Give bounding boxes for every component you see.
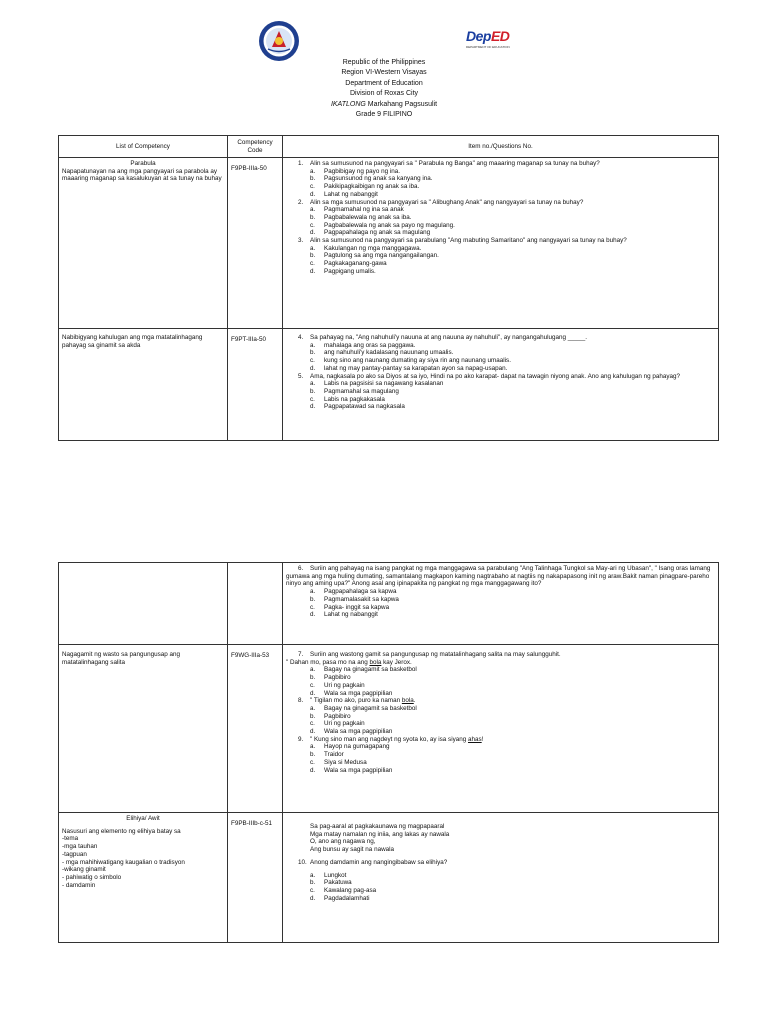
quarter-label: IKATLONG — [330, 100, 366, 108]
question-5: 5. Ama, nagkasala po ako sa Diyos at sa iyo, Hindi na po ako karapat- dapat na tawagin niyong anak. Ano ang kahulugan ng pahayag? — [298, 372, 681, 380]
table-row — [59, 329, 719, 441]
option: b. ang nahuhuli'y kadalasang nauunang umaalis. — [310, 349, 454, 357]
competency-code: F9PT-IIIa-50 — [228, 329, 283, 441]
option: d. Wala sa mga pagpipilian — [310, 728, 393, 736]
option: d. Lahat ng nabanggit — [310, 611, 378, 619]
option: a. Pagpapahalaga sa kapwa — [310, 588, 397, 596]
competency-table-part-2 — [58, 562, 719, 943]
question-4-options — [286, 342, 715, 373]
option: d. Pagdadalamhati — [310, 894, 370, 902]
option: c. Uri ng pagkain — [310, 681, 365, 689]
competency-title: Parabula — [130, 160, 156, 167]
option: c. Siya si Medusa — [310, 758, 367, 766]
questions-cell — [283, 563, 719, 645]
option: b. Pagbibiro — [310, 674, 351, 682]
option: b. Pakatuwa — [310, 879, 352, 887]
deped-logo-tagline: DEPARTMENT OF EDUCATION — [466, 45, 510, 49]
stanza-line: Mga matay namalan ng iniia, ang lakas ay nawala — [310, 830, 450, 838]
header-item-questions: Item no./Questions No. — [283, 136, 719, 158]
competency-cell — [59, 158, 228, 329]
competency-description: Nasusuri ang elemento ng elihiya batay sa — [62, 827, 181, 835]
question-6-options — [286, 588, 715, 619]
question-10: 10. Anong damdamin ang nangingibabaw sa elihiya? — [298, 858, 448, 866]
option: a. Hayop na gumagapang — [310, 743, 390, 751]
option: b. Pagtulong sa ang mga nangangailangan. — [310, 252, 439, 260]
exam-title-line — [0, 100, 768, 110]
question-3-options — [286, 245, 715, 276]
deped-seal-icon — [258, 20, 300, 62]
option: d. Wala sa mga pagpipilian — [310, 689, 393, 697]
question-2: 2. Alin sa mga sumusunod na pangyayari sa " Alibughang Anak" ang nangyayari sa tunay na buhay? — [298, 198, 584, 206]
question-6: 6. Suriin ang pahayag na isang pangkat ng mga manggagawa sa parabulang "Ang Talinhaga Tungkol sa May-ari ng Ubasan", " Isang oras lamang gumawa ang mga huling dumating, samantalang magkapon kaming nagtrabaho at nagtiis ng nakapapasong init ng araw.Bakit naman pinagpare-pareho ninyo ang aming upa?" Anong asal ang ipinapakita ng pangkat ng mga manggagawang ito? — [286, 565, 711, 588]
option: a. Bagay na ginagamit sa basketbol — [310, 704, 417, 712]
deped-logo-ed: ED — [490, 28, 510, 44]
list-item: - mga mahihiwatigang kaugalian o tradisyon — [62, 858, 185, 866]
option: b. Traidor — [310, 751, 344, 759]
department-line: Department of Education — [345, 79, 423, 87]
option: b. Pagbibiro — [310, 712, 351, 720]
grade-line: Grade 9 FILIPINO — [355, 111, 413, 119]
option: c. Pagkakaganang-gawa — [310, 260, 387, 268]
competency-code: F9WG-IIIa-53 — [228, 645, 283, 813]
elegy-elements-list — [62, 835, 224, 889]
competency-description: Nabibigyang kahulugan ang mga matatalinhagang pahayag sa ginamit sa akda — [62, 334, 203, 349]
stanza-line: O, ano ang nagawa ng, — [310, 838, 376, 846]
questions-cell — [283, 329, 719, 441]
competency-cell — [59, 813, 228, 943]
deped-logo-dep: Dep — [466, 28, 491, 44]
option: a. Kakulangan ng mga manggagawa. — [310, 244, 422, 252]
question-10-options — [286, 872, 715, 903]
page-header — [0, 0, 768, 135]
option: a. Labis na pagsisisi sa nagawang kasalanan — [310, 380, 444, 388]
option: c. Pagka- inggit sa kapwa — [310, 603, 390, 611]
question-7-sentence: " Dahan mo, pasa mo na ang bola kay Jerox. — [286, 658, 412, 666]
option: d. Pagpapatawad sa nagkasala — [310, 403, 405, 411]
option: c. kung sino ang naunang dumating ay siya rin ang naunang umaalis. — [310, 357, 511, 365]
question-7-options — [286, 666, 715, 697]
republic-line: Republic of the Philippines — [342, 59, 426, 66]
question-9-options — [286, 743, 715, 774]
question-3: 3. Alin sa sumusunod na pangyayari sa parabulang "Ang mabuting Samaritano" ang nangyayari sa tunay na buhay? — [298, 237, 627, 245]
questions-cell — [283, 645, 719, 813]
region-line: Region VI-Western Visayas — [341, 69, 427, 77]
competency-description: Nagagamit ng wasto sa pangungusap ang matatalinhagang salita — [62, 651, 180, 666]
competency-code: F9PB-IIIa-50 — [228, 158, 283, 329]
option: b. Pagsunsunod ng anak sa kanyang ina. — [310, 175, 433, 183]
option: d. Lahat ng nabanggit — [310, 190, 378, 198]
option: a. Pagmamahal ng ina sa anak — [310, 206, 404, 214]
option: c. Kawalang pag-asa — [310, 886, 377, 894]
option: b. Pagbabalewala ng anak sa iba. — [310, 213, 412, 221]
question-9: 9. " Kung sino man ang nagdeyt ng syota ko, ay isa siyang ahas! — [298, 735, 484, 743]
stanza-line: Ang bunsu ay sagit na nawala — [310, 846, 395, 854]
option: d. lahat ng may pantay-pantay sa karapatan ayon sa napag-usapan. — [310, 364, 508, 372]
elegy-stanza — [310, 823, 715, 854]
table-row — [59, 813, 719, 943]
question-5-options — [286, 380, 715, 411]
stanza-line: Sa pag-aaral at pagkakaunawa ng magpapaaral — [310, 823, 445, 830]
competency-cell — [59, 329, 228, 441]
list-item: -mga tauhan — [62, 843, 98, 851]
option: c. Uri ng pagkain — [310, 720, 365, 728]
table-row — [59, 645, 719, 813]
questions-cell — [283, 158, 719, 329]
option: a. Lungkot — [310, 871, 347, 879]
competency-cell — [59, 563, 228, 645]
question-1-options — [286, 168, 715, 199]
question-1: 1. Alin sa sumusunod na pangyayari sa " Parabula ng Banga" ang maaaring maganap sa tunay na buhay? — [298, 160, 600, 167]
option: d. Pagpigang umalis. — [310, 267, 376, 275]
competency-description: Napapatunayan na ang mga pangyayari sa parabola ay maaaring maganap sa kasalukuyan at sa tunay na buhay — [62, 167, 222, 183]
option: a. Bagay na ginagamit sa basketbol — [310, 666, 417, 674]
option: c. Labis na pagkakasala — [310, 395, 385, 403]
option: c. Pagbabalewala ng anak sa payo ng magulang. — [310, 221, 455, 229]
competency-code — [228, 563, 283, 645]
table-row — [59, 158, 719, 329]
exam-title: Markahang Pagsusulit — [365, 100, 438, 108]
list-item: - pahiwatig o simbolo — [62, 873, 122, 881]
questions-cell — [283, 813, 719, 943]
document-heading — [0, 58, 768, 120]
division-line: Division of Roxas City — [349, 90, 419, 98]
list-item: -tagpuan — [62, 850, 87, 858]
list-item: - damdamin — [62, 881, 96, 889]
competency-title: Elihiya/ Awit — [126, 815, 160, 822]
option: d. Pagpapahalaga ng anak sa magulang — [310, 229, 431, 237]
list-item: -wikang ginamit — [62, 866, 106, 874]
option: b. Pagmamalasakit sa kapwa — [310, 595, 399, 603]
question-2-options — [286, 206, 715, 237]
option: c. Pakikipagkaibigan ng anak sa iba. — [310, 183, 420, 191]
table-row — [59, 563, 719, 645]
option: a. mahalaga ang oras sa paggawa. — [310, 341, 416, 349]
option: b. Pagmamahal sa magulang — [310, 387, 399, 395]
question-8-options — [286, 705, 715, 736]
question-7: 7. Suriin ang wastong gamit sa pangungusap ng matatalinhagang salita na may salungguhit. — [298, 651, 561, 658]
competency-table-part-1 — [58, 135, 719, 441]
option: d. Wala sa mga pagpipilian — [310, 766, 393, 774]
header-list-of-competency: List of Competency — [59, 136, 228, 158]
table-header-row — [59, 136, 719, 158]
list-item: -tema — [62, 835, 79, 843]
header-competency-code: Competency Code — [228, 136, 283, 158]
question-4: 4. Sa pahayag na, "Ang nahuhuli'y nauuna at ang nauuna ay nahuhuli", ay nangangahulugang _____. — [298, 334, 588, 341]
option: a. Pagbibigay ng payo ng ina. — [310, 167, 400, 175]
competency-cell — [59, 645, 228, 813]
deped-logo — [466, 28, 510, 49]
question-8: 8. " Tigilan mo ako, puro ka naman bola. — [298, 697, 416, 705]
competency-code: F9PB-IIIb-c-51 — [228, 813, 283, 943]
